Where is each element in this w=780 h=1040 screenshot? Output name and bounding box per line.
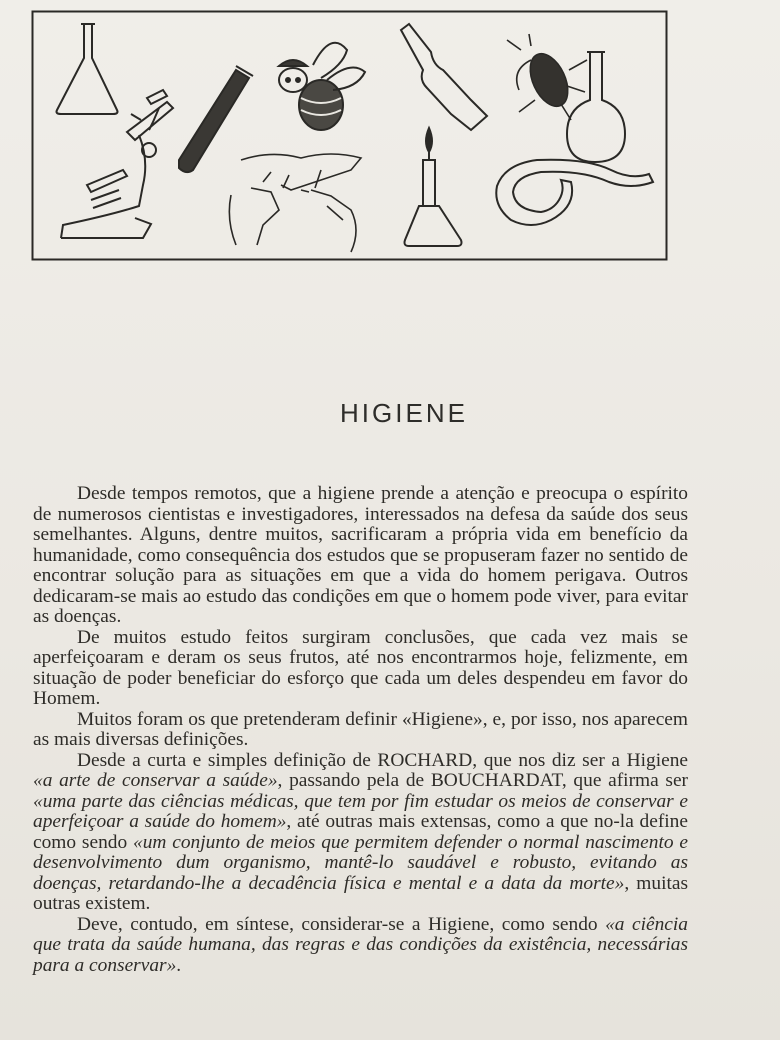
- round-flask-icon: [567, 52, 625, 162]
- ampoule-icon: [401, 24, 487, 130]
- body-text: [33, 484, 688, 976]
- paragraph-text: Muitos foram os que pretenderam definir «Higiene», e, por isso, nos aparecem as mais diversas definições.: [33, 708, 688, 750]
- quoted-definition: «um conjunto de meios que permitem defender o normal nascimento e desenvolvimento dum organismo, mantê-lo saudável e robusto, evitando as doenças, retardando-lhe a decadência física e mental e a data da morte»: [33, 831, 688, 894]
- paragraph-text: , muitas outras existem.: [33, 872, 688, 914]
- science-illustration: [31, 10, 668, 261]
- test-tube-icon: [179, 66, 253, 172]
- paragraph: [33, 628, 688, 710]
- quoted-definition: «a ciência que trata da saúde humana, das regras e das condições da existência, necessárias para a conservar»: [33, 913, 688, 976]
- quoted-definition: «a arte de conservar a saúde»: [33, 770, 278, 791]
- paragraph-text: De muitos estudo feitos surgiram conclusões, que cada vez mais se aperfeiçoaram e deram os seus frutos, até nos encontrarmos hoje, felizmente, em situação de poder beneficiar do esforço que cada um deles despendeu em favor do Homem.: [33, 626, 688, 709]
- paragraph-text: , passando pela de BOUCHARDAT, que afirma ser: [277, 770, 689, 791]
- erlenmeyer-flask-icon: [57, 24, 118, 114]
- paragraph-text: Deve, contudo, em síntese, considerar-se a Higiene, como sendo: [77, 913, 606, 935]
- candle-burner-icon: [405, 128, 462, 246]
- paragraph-text: Desde tempos remotos, que a higiene prende a atenção e preocupa o espírito de numerosos cientistas e investigadores, interessados na defesa da saúde dos seus semelhantes. Alguns, dentre muitos, sacrificaram a própria vida em benefício da humanidade, como consequência dos estudos que se propuseram fazer no sentido de encontrar solução para as situações em que a vida do homem perigava. Outros dedicaram-se mais ao estudo das condições em que o homem pode viver, para evitar as doenças.: [33, 483, 688, 627]
- paragraph: [33, 915, 688, 977]
- paragraph-text: , até outras mais extensas, como a que no-la define como sendo: [33, 811, 688, 853]
- paragraph: [33, 484, 688, 628]
- hands-icon: [229, 154, 361, 252]
- quoted-definition: «uma parte das ciências médicas, que tem por fim estudar os meios de conservar e aperfeiçoar a saúde do homem»: [33, 790, 688, 832]
- fly-icon: [507, 34, 587, 120]
- paragraph: [33, 751, 688, 915]
- page-title: HIGIENE: [340, 398, 468, 428]
- paragraph-text: Desde a curta e simples definição de ROCHARD, que nos diz ser a Higiene: [77, 749, 688, 771]
- swan-neck-flask-icon: [496, 160, 653, 225]
- paragraph: [33, 710, 688, 751]
- illustration-frame: [33, 12, 667, 260]
- bee-icon: [279, 43, 365, 130]
- paragraph-text: .: [176, 954, 182, 976]
